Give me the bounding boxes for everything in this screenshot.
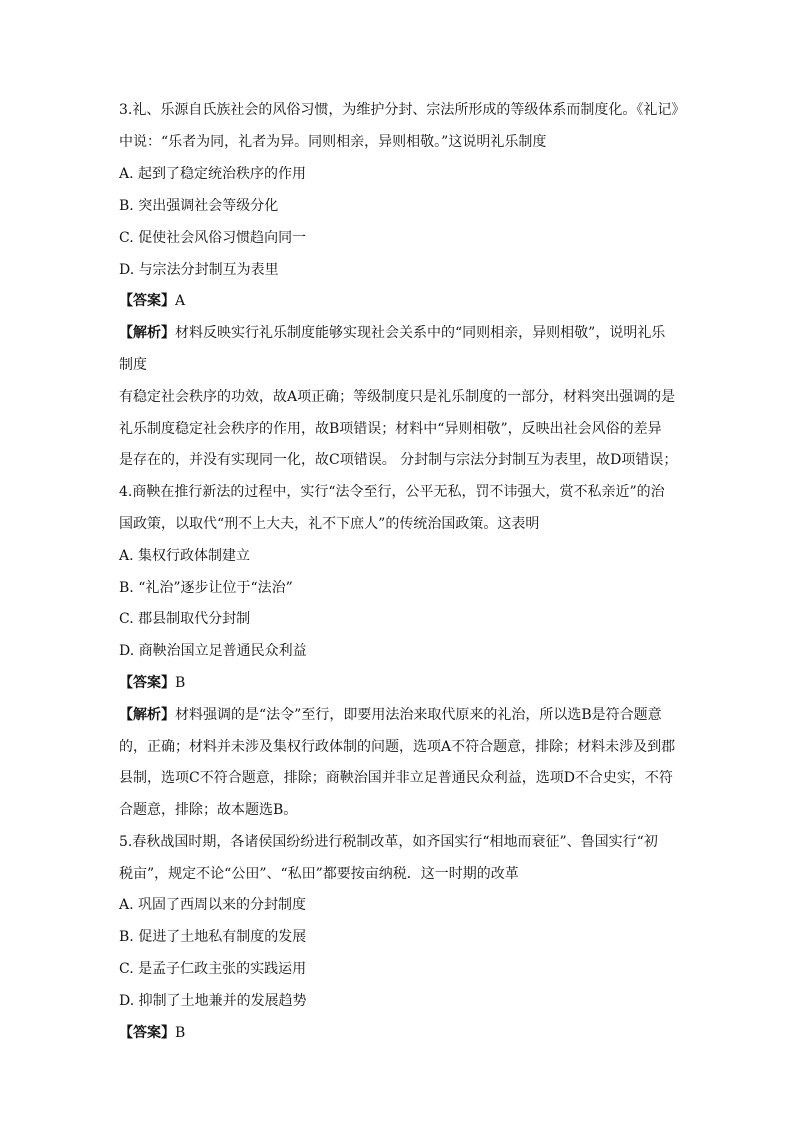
question-4-stem-line-1: 4.商鞅在推行新法的过程中，实行“法令至行，公平无私，罚不讳强大，赏不私亲近”的治 <box>119 484 665 500</box>
question-5-stem-line-1: 5.春秋战国时期，各诸侯国纷纷进行税制改革，如齐国实行“相地而衰征”、鲁国实行“初 <box>119 834 658 850</box>
analysis-tag: 【解析】 <box>119 707 175 723</box>
analysis-text: 材料反映实行礼乐制度能够实现社会关系中的“同则相亲，异则相敬”，说明礼乐 <box>175 325 666 341</box>
question-5-answer <box>119 1023 679 1043</box>
question-3-option-b: B. 突出强调社会等级分化 <box>119 198 279 214</box>
question-4-answer <box>119 673 679 693</box>
question-3-answer <box>119 291 679 311</box>
question-5-option-b: B. 促进了土地私有制度的发展 <box>119 929 307 945</box>
question-3-stem-line-1: 3.礼、乐源自氏族社会的风俗习惯，为维护分封、宗法所形成的等级体系而制度化。《礼记》 <box>119 102 686 118</box>
question-4-option-b: B. “礼治”逐步让位于“法治” <box>119 580 293 596</box>
answer-value: A <box>175 293 186 309</box>
question-4-option-c: C. 郡县制取代分封制 <box>119 611 251 627</box>
question-3-analysis-line-5: 是存在的，并没有实现同一化，故C项错误。 分封制与宗法分封制互为表里，故D项错误； <box>119 452 678 468</box>
question-3-analysis-line-3: 有稳定社会秩序的功效，故A项正确；等级制度只是礼乐制度的一部分，材料突出强调的是 <box>119 389 676 405</box>
question-4-option-d: D. 商鞅治国立足普通民众利益 <box>119 643 307 659</box>
question-4-analysis-line-1 <box>119 705 679 725</box>
question-4-stem-line-2: 国政策，以取代“刑不上大夫，礼不下庶人”的传统治国政策。这表明 <box>119 516 540 532</box>
question-3-option-c: C. 促使社会风俗习惯趋向同一 <box>119 230 307 246</box>
question-4-analysis-line-2: 的，正确；材料并未涉及集权行政体制的问题，选项A不符合题意，排除；材料未涉及到郡 <box>119 739 676 755</box>
answer-value: B <box>175 1025 186 1041</box>
question-5-option-a: A. 巩固了西周以来的分封制度 <box>119 897 307 913</box>
question-4-option-a: A. 集权行政体制建立 <box>119 548 251 564</box>
analysis-tag: 【解析】 <box>119 325 175 341</box>
answer-tag: 【答案】 <box>119 1025 175 1041</box>
question-3-option-d: D. 与宗法分封制互为表里 <box>119 262 279 278</box>
answer-value: B <box>175 675 186 691</box>
answer-tag: 【答案】 <box>119 675 175 691</box>
question-5-stem-line-2: 税亩”，规定不论“公田”、“私田”都要按亩纳税．这一时期的改革 <box>119 866 519 882</box>
question-4-analysis-line-3: 县制，选项C不符合题意，排除；商鞅治国并非立足普通民众利益，选项D不合史实，不符 <box>119 770 673 786</box>
question-5-option-d: D. 抑制了土地兼并的发展趋势 <box>119 993 307 1009</box>
question-3-analysis-line-1 <box>119 323 679 343</box>
question-3-stem-line-2: 中说：“乐者为同，礼者为异。同则相亲，异则相敬。”这说明礼乐制度 <box>119 134 547 150</box>
question-3-option-a: A. 起到了稳定统治秩序的作用 <box>119 166 307 182</box>
question-5-option-c: C. 是孟子仁政主张的实践运用 <box>119 961 307 977</box>
question-3-analysis-line-2: 制度 <box>119 357 147 373</box>
answer-tag: 【答案】 <box>119 293 175 309</box>
question-3-analysis-line-4: 礼乐制度稳定社会秩序的作用，故B项错误；材料中“异则相敬”，反映出社会风俗的差异 <box>119 421 662 437</box>
analysis-text: 材料强调的是“法令”至行，即要用法治来取代原来的礼治，所以选B是符合题意 <box>175 707 662 723</box>
question-4-analysis-line-4: 合题意，排除；故本题选B。 <box>119 802 298 818</box>
